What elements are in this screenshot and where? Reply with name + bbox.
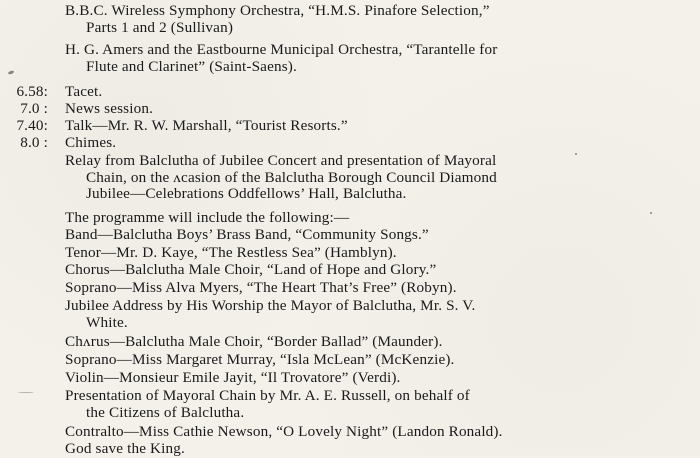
entry-continuation-line: Chain, on the ʌcasion of the Balclutha Borough Council Diamond (86, 168, 497, 186)
print-speck (650, 212, 652, 214)
entry-text (65, 441, 185, 458)
entry-continuation-line: the Citizens of Balclutha. (86, 403, 245, 421)
entry-line: Relay from Balclutha of Jubilee Concert and presentation of Mayoral (65, 152, 497, 169)
entry-time: 7.0 : (20, 100, 48, 117)
entry-line: Tenor—Mr. D. Kaye, “The Restless Sea” (Hamblyn). (65, 244, 397, 261)
entry-text (65, 245, 397, 262)
entry-line: Chorus—Balclutha Male Choir, “Land of Hope and Glory.” (65, 261, 437, 278)
entry-line: The programme will include the following:— (65, 209, 350, 226)
print-speck (8, 70, 15, 75)
entry-text (65, 135, 116, 152)
entry-line: Chimes. (65, 134, 117, 151)
entry-text (65, 334, 443, 351)
entry-continuation-line: Flute and Clarinet” (Saint-Saens). (86, 57, 297, 75)
entry-line: H. G. Amers and the Eastbourne Municipal Orchestra, “Tarantelle for (65, 41, 498, 58)
entry-text (65, 370, 400, 387)
entry-line: Contralto—Miss Cathie Newson, “O Lovely Night” (Landon Ronald). (65, 423, 503, 440)
entry-text (65, 262, 436, 279)
entry-line: News session. (65, 100, 154, 117)
entry-continuation-line: White. (86, 313, 128, 331)
entry-line: B.B.C. Wireless Symphony Orchestra, “H.M.S. Pinafore Selection,” (65, 2, 490, 19)
entry-time: 7.40: (16, 117, 48, 134)
entry-text (65, 101, 153, 118)
entry-line: Soprano—Miss Alva Myers, “The Heart That’s Free” (Robyn). (65, 279, 457, 296)
entry-text (65, 298, 475, 331)
entry-line: Presentation of Mayoral Chain by Mr. A. E. Russell, on behalf of (65, 387, 470, 404)
entry-time: 6.58: (16, 83, 48, 100)
entry-line: Band—Balclutha Boys’ Brass Band, “Community Songs.” (65, 226, 429, 243)
entry-text (65, 227, 429, 244)
entry-line: Tacet. (65, 83, 103, 100)
print-speck (575, 153, 577, 155)
entry-line: Jubilee Address by His Worship the Mayor of Balclutha, Mr. S. V. (65, 297, 476, 314)
entry-line: Talk—Mr. R. W. Marshall, “Tourist Resorts.” (65, 117, 348, 134)
entry-text (65, 84, 102, 101)
entry-text (65, 424, 503, 441)
entry-continuation-line: Jubilee—Celebrations Oddfellows’ Hall, Balclutha. (86, 185, 407, 203)
entry-text (65, 210, 349, 227)
entry-text (65, 153, 497, 203)
entry-text (65, 280, 457, 297)
entry-text (65, 388, 470, 421)
print-speck (18, 392, 34, 393)
entry-text (65, 118, 348, 135)
entry-continuation-line: Parts 1 and 2 (Sullivan) (86, 18, 234, 36)
entry-line: Violin—Monsieur Emile Jayit, “Il Trovatore” (Verdi). (65, 369, 401, 386)
entry-line: Soprano—Miss Margaret Murray, “Isla McLean” (McKenzie). (65, 351, 455, 368)
entry-text (65, 3, 490, 36)
entry-line: God save the King. (65, 440, 185, 457)
entry-text (65, 352, 455, 369)
entry-text (65, 42, 497, 75)
entry-time: 8.0 : (20, 134, 48, 151)
entry-line: Chʌrus—Balclutha Male Choir, “Border Ballad” (Maunder). (65, 333, 443, 350)
